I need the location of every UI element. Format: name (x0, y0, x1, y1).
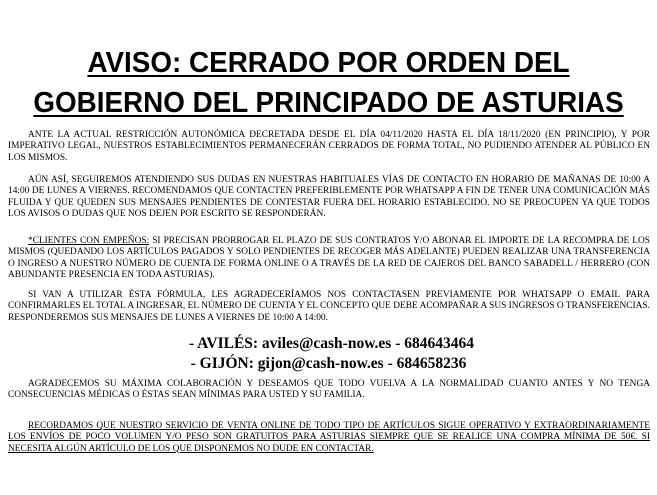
contact-aviles: - AVILÉS: aviles@cash-now.es - 684643464 (189, 335, 474, 352)
paragraph-closure-notice: ANTE LA ACTUAL RESTRICCIÓN AUTONÓMICA DECRETADA DESDE EL DÍA 04/11/2020 HASTA EL DÍA 18/11/2020 (EN PRINCIPIO), Y POR IMPERATIVO LEGAL, NUESTROS ESTABLECIMIENTOS PERMANECERÁN CERRADOS DE FORMA TOTAL, NO PUDIENDO ATENDER AL PÚBLICO EN LOS MISMOS. (8, 130, 650, 163)
online-sales-text: RECORDAMOS QUE NUESTRO SERVICIO DE VENTA ONLINE DE TODO TIPO DE ARTÍCULOS SIGUE OPERATIVO Y EXTRAORDINARIAMENTE LOS ENVÍOS DE POCO VOLUMEN Y/O PESO SON GRATUITOS PARA ASTURIAS SIEMPRE QUE SE REALICE UNA COMPRA MÍNIMA DE 50€. SI NECESITA ALGÚN ARTÍCULO DE LOS QUE DISPONEMOS NO DUDE EN CONTACTAR. (8, 421, 650, 454)
paragraph-online-sales (8, 421, 650, 455)
paragraph-contact-hours: AÚN ASÍ, SEGUIREMOS ATENDIENDO SUS DUDAS EN NUESTRAS HABITUALES VÍAS DE CONTACTO EN HORARIO DE MAÑANAS DE 10:00 A 14:00 DE LUNES A VIERNES. RECOMENDAMOS QUE CONTACTEN PREFERIBLEMENTE POR WHATSAPP A FIN DE TENER UNA COMUNICACIÓN MÁS FLUIDA Y QUE QUEDEN SUS MENSAJES PENDIENTES DE CONTESTAR FUERA DEL HORARIO ESTABLECIDO. NO SE PREOCUPEN YA QUE TODOS LOS AVISOS O DUDAS QUE NOS DEJEN POR ESCRITO SE RESPONDERÁN. (8, 175, 650, 219)
paragraph-thanks: AGRADECEMOS SU MÁXIMA COLABORACIÓN Y DESEAMOS QUE TODO VUELVA A LA NORMALIDAD CUANTO ANTES Y NO TENGA CONSECUENCIAS MÉDICAS O ÉSTAS SEAN MÍNIMAS PARA USTED Y SU FAMILIA. (8, 379, 650, 401)
pawn-clients-label: *CLIENTES CON EMPEÑOS: (28, 236, 150, 246)
pawn-clients-body: SI PRECISAN PRORROGAR EL PLAZO DE SUS CONTRATOS Y/O ABONAR EL IMPORTE DE LA RECOMPRA DE LOS MISMOS (QUEDANDO LOS ARTÍCULOS PAGADOS Y SOLO PENDIENTES DE RECOGER MÁS ADELANTE) PUEDEN REALIZAR UNA TRANSFERENCIA O INGRESO A NUESTRO NÚMERO DE CUENTA DE FORMA ONLINE O A TRAVÉS DE LA RED DE CAJEROS DEL BANCO SABADELL / HERRERO (CON ABUNDANTE PRESENCIA EN TODA ASTURIAS). (8, 236, 650, 280)
notice-title-line-1: AVISO: CERRADO POR ORDEN DEL (87, 47, 570, 79)
notice-title-line-2: GOBIERNO DEL PRINCIPADO DE ASTURIAS (33, 87, 624, 119)
contact-gijon: - GIJÓN: gijon@cash-now.es - 684658236 (190, 355, 467, 372)
paragraph-pawn-clients (8, 236, 650, 281)
paragraph-transfer-instructions: SI VAN A UTILIZAR ÉSTA FÓRMULA, LES AGRADECERÍAMOS NOS CONTACTASEN PREVIAMENTE POR WHATSAPP O EMAIL PARA CONFIRMARLES EL TOTAL A INGRESAR, EL NÚMERO DE CUENTA Y EL CONCEPTO QUE DEBE ACOMPAÑAR A SUS INGRESOS O TRANSFERENCIAS. RESPONDEREMOS SUS MENSAJES DE LUNES A VIERNES DE 10:00 A 14:00. (8, 290, 650, 323)
